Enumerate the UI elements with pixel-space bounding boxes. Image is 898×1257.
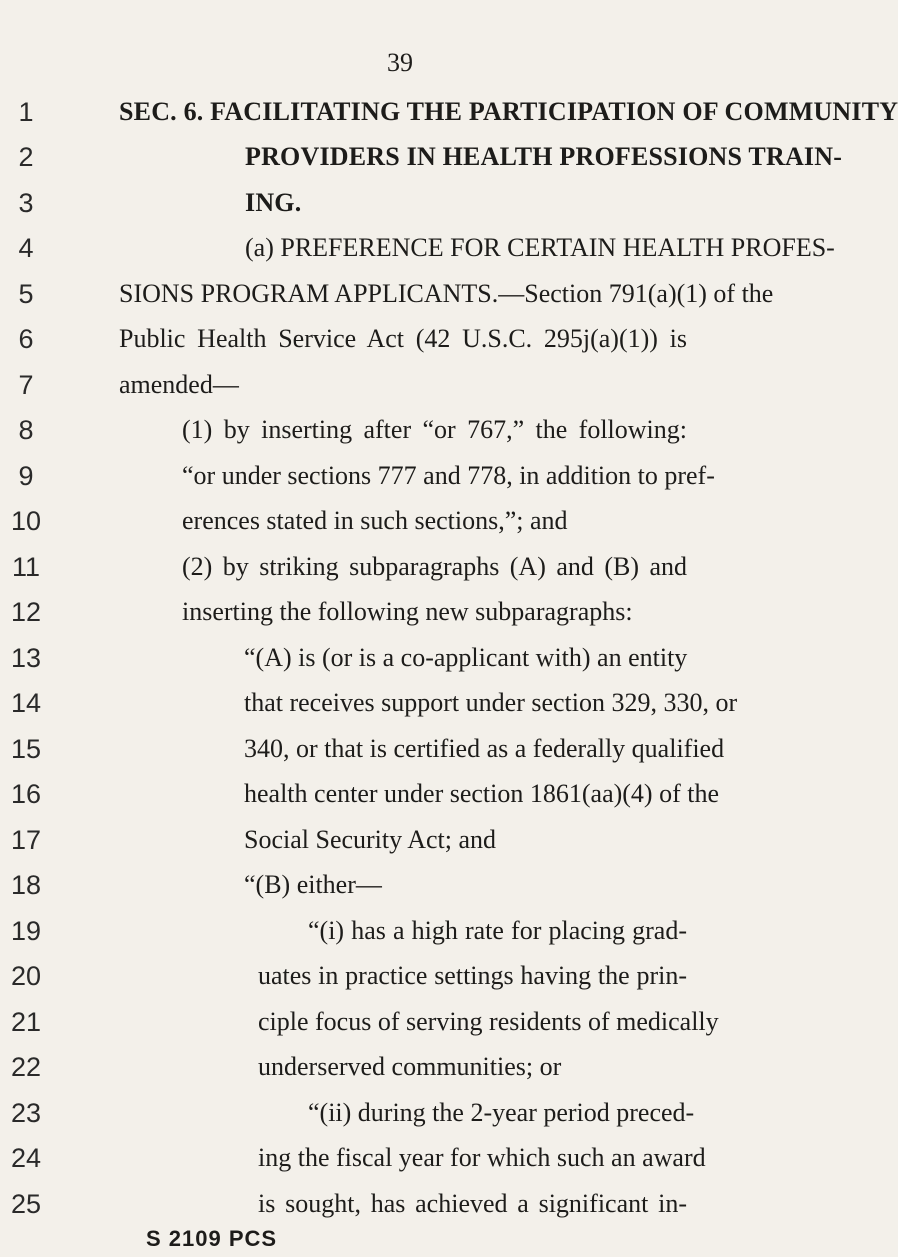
text-line: uates in practice settings having the prin- bbox=[258, 961, 687, 990]
line-number: 19 bbox=[10, 916, 42, 946]
text-line: inserting the following new subparagraphs: bbox=[182, 597, 633, 626]
line-number: 5 bbox=[18, 279, 34, 309]
line-number: 18 bbox=[10, 870, 42, 900]
text-line: Public Health Service Act (42 U.S.C. 295j(a)(1)) is bbox=[119, 324, 687, 353]
text-line: “or under sections 777 and 778, in addition to pref- bbox=[182, 461, 715, 490]
text-line: (a) PREFERENCE FOR CERTAIN HEALTH PROFES- bbox=[245, 233, 835, 262]
text-line: is sought, has achieved a significant in- bbox=[258, 1189, 687, 1218]
text-line: ciple focus of serving residents of medically bbox=[258, 1007, 719, 1036]
line-number: 11 bbox=[11, 552, 41, 582]
text-line: erences stated in such sections,”; and bbox=[182, 506, 568, 535]
line-number: 16 bbox=[10, 779, 42, 809]
line-number: 13 bbox=[10, 643, 42, 673]
line-number: 3 bbox=[18, 188, 34, 218]
section-heading: PROVIDERS IN HEALTH PROFESSIONS TRAIN- bbox=[245, 142, 843, 171]
line-number: 4 bbox=[18, 233, 34, 263]
line-number: 15 bbox=[10, 734, 42, 764]
line-number: 12 bbox=[10, 597, 42, 627]
line-number: 7 bbox=[18, 370, 34, 400]
text-line: (1) by inserting after “or 767,” the following: bbox=[182, 415, 687, 444]
line-number: 6 bbox=[18, 324, 34, 354]
line-number: 9 bbox=[18, 461, 34, 491]
text-line: that receives support under section 329, 330, or bbox=[244, 688, 738, 717]
line-number: 17 bbox=[10, 825, 42, 855]
text-line: “(ii) during the 2-year period preced- bbox=[308, 1098, 695, 1127]
line-number: 14 bbox=[10, 688, 42, 718]
section-heading: SEC. 6. FACILITATING THE PARTICIPATION OF COMMUNITY bbox=[119, 97, 898, 126]
line-number: 22 bbox=[10, 1052, 42, 1082]
line-number: 24 bbox=[10, 1143, 42, 1173]
text-line: Social Security Act; and bbox=[244, 825, 497, 854]
bill-footer: S 2109 PCS bbox=[146, 1226, 278, 1251]
text-line: (2) by striking subparagraphs (A) and (B) and bbox=[182, 552, 687, 581]
text-line: amended— bbox=[119, 370, 239, 399]
text-line: SIONS PROGRAM APPLICANTS.—Section 791(a)(1) of the bbox=[119, 279, 774, 308]
line-number: 1 bbox=[18, 97, 34, 127]
text-line: health center under section 1861(aa)(4) of the bbox=[244, 779, 720, 808]
line-number: 2 bbox=[18, 142, 34, 172]
section-heading: ING. bbox=[245, 188, 302, 217]
text-line: “(i) has a high rate for placing grad- bbox=[308, 916, 687, 945]
line-number: 23 bbox=[10, 1098, 42, 1128]
text-line: underserved communities; or bbox=[258, 1052, 562, 1081]
line-number: 20 bbox=[10, 961, 42, 991]
line-number: 25 bbox=[10, 1189, 42, 1219]
line-number: 10 bbox=[10, 506, 42, 536]
line-number: 21 bbox=[10, 1007, 42, 1037]
text-line: “(A) is (or is a co-applicant with) an entity bbox=[244, 643, 688, 672]
text-line: “(B) either— bbox=[244, 870, 382, 899]
page-number: 39 bbox=[387, 48, 413, 77]
text-line: ing the fiscal year for which such an award bbox=[258, 1143, 706, 1172]
line-number: 8 bbox=[18, 415, 34, 445]
text-line: 340, or that is certified as a federally qualified bbox=[244, 734, 725, 763]
